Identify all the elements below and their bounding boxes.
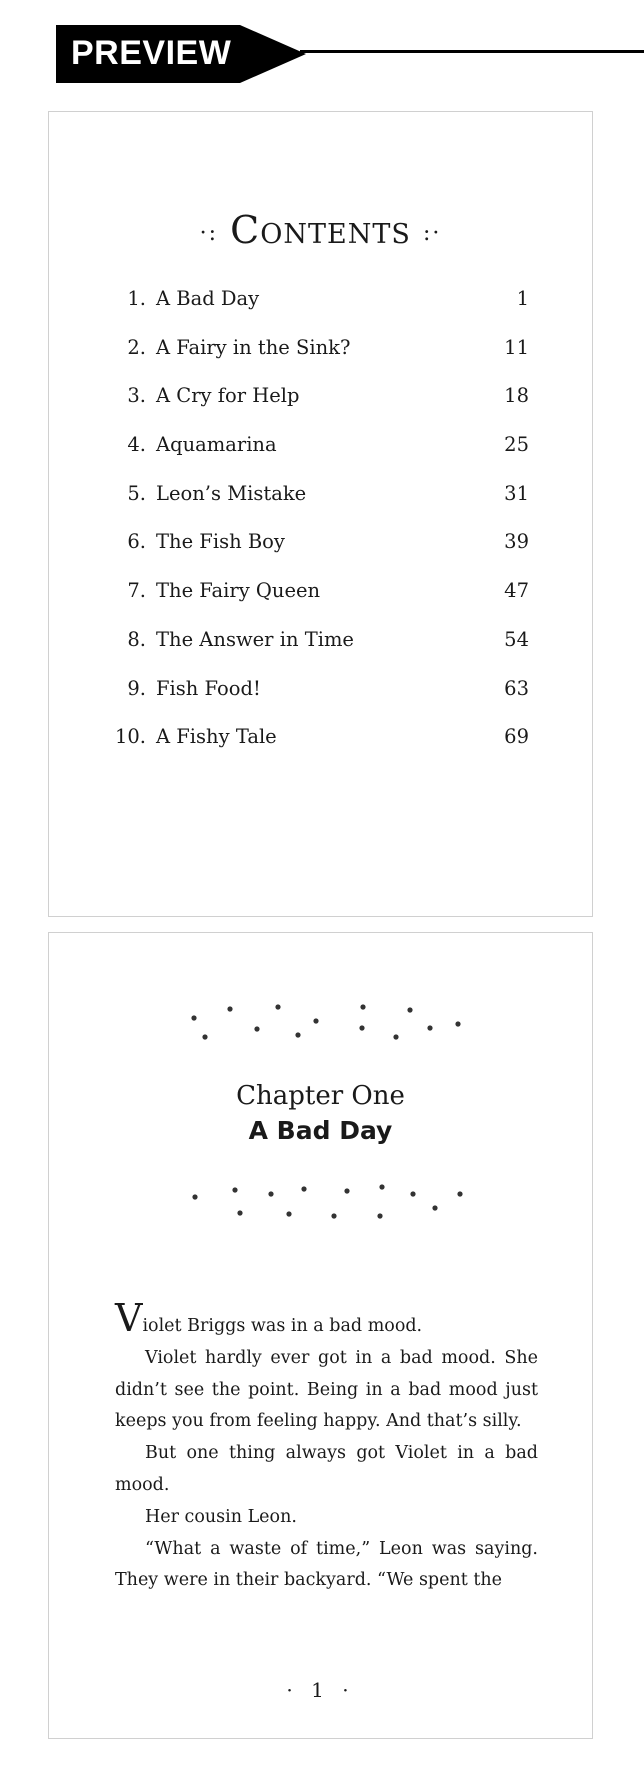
chapter-paragraph: Her cousin Leon.: [145, 1506, 297, 1527]
entry-title: The Fairy Queen: [156, 579, 321, 603]
sparkle-dot: [455, 1021, 460, 1026]
entry-title: Fish Food!: [156, 676, 261, 700]
chapter-page: [48, 932, 593, 1739]
sparkle-dot: [202, 1034, 207, 1039]
entry-page-number: 25: [504, 433, 529, 457]
sparkle-dot: [379, 1184, 384, 1189]
entry-page-number: 1: [516, 287, 529, 310]
chapter-paragraph: “What a waste of time,” Leon was saying. They were in their backyard. “We spent the: [115, 1538, 538, 1591]
entry-title: Aquamarina: [156, 433, 277, 457]
contents-entry: [109, 482, 529, 531]
entry-page-number: 31: [504, 481, 529, 505]
entry-number: 10.: [114, 725, 146, 749]
contents-entry: [109, 725, 529, 774]
entry-number: 4.: [127, 433, 146, 457]
contents-entry: [109, 287, 529, 336]
preview-banner: [56, 25, 306, 83]
sparkle-dot: [191, 1015, 196, 1020]
sparkle-dot: [313, 1018, 318, 1023]
sparkle-dot: [192, 1194, 197, 1199]
sparkle-dot: [377, 1213, 382, 1218]
entry-title: The Answer in Time: [156, 627, 354, 651]
sparkle-dot: [410, 1191, 415, 1196]
first-paragraph-text: iolet Briggs was in a bad mood.: [142, 1316, 423, 1336]
sparkle-dot: [227, 1006, 232, 1011]
entry-page-number: 63: [504, 676, 529, 700]
contents-title: Contents: [230, 208, 411, 252]
entry-page-number: 47: [504, 579, 529, 603]
entry-page-number: 11: [504, 335, 529, 359]
contents-page: [48, 111, 593, 917]
sparkle-dot: [407, 1007, 412, 1012]
drop-cap: V: [115, 1296, 143, 1340]
contents-list: [109, 287, 529, 774]
sparkle-dot: [331, 1213, 336, 1218]
entry-page-number: 18: [504, 384, 529, 408]
sparkle-dot: [237, 1210, 242, 1215]
chapter-paragraph: But one thing always got Violet in a bad mood.: [115, 1443, 538, 1495]
heading-right-ornament: :·: [422, 221, 442, 246]
entry-number: 3.: [127, 384, 146, 408]
entry-number: 6.: [127, 530, 146, 554]
sparkle-dot: [286, 1211, 291, 1216]
sparkle-dot: [344, 1188, 349, 1193]
entry-title: The Fish Boy: [156, 530, 285, 554]
contents-entry: [109, 628, 529, 677]
sparkle-dot: [359, 1025, 364, 1030]
sparkle-ornament-top: [49, 995, 592, 1055]
contents-entry: [109, 433, 529, 482]
sparkle-dot: [432, 1205, 437, 1210]
entry-number: 7.: [127, 579, 146, 603]
contents-entry: [109, 677, 529, 726]
entry-title: A Bad Day: [156, 287, 260, 310]
contents-entry: [109, 579, 529, 628]
contents-heading: [49, 208, 592, 252]
entry-number: 2.: [127, 335, 146, 359]
sparkle-dot: [232, 1187, 237, 1192]
entry-number: 9.: [127, 676, 146, 700]
entry-number: 8.: [127, 627, 146, 651]
entry-number: 1.: [127, 287, 146, 310]
entry-page-number: 39: [504, 530, 529, 554]
sparkle-dot: [457, 1191, 462, 1196]
entry-title: A Fishy Tale: [156, 725, 277, 749]
page-number: · 1 ·: [286, 1678, 355, 1702]
contents-entry: [109, 384, 529, 433]
chapter-label: Chapter One: [236, 1081, 405, 1111]
entry-page-number: 54: [504, 627, 529, 651]
preview-label: PREVIEW: [71, 34, 232, 72]
entry-page-number: 69: [504, 725, 529, 749]
chapter-paragraph-first: [115, 1296, 538, 1343]
contents-entry: [109, 336, 529, 385]
entry-title: A Cry for Help: [156, 384, 300, 408]
sparkle-dot: [275, 1004, 280, 1009]
sparkle-dot: [295, 1032, 300, 1037]
banner-rule: [300, 50, 644, 53]
sparkle-dot: [393, 1034, 398, 1039]
chapter-body: [115, 1296, 538, 1597]
sparkle-dot: [360, 1004, 365, 1009]
entry-number: 5.: [127, 481, 146, 505]
heading-left-ornament: ·:: [199, 221, 219, 246]
sparkle-dot: [427, 1025, 432, 1030]
sparkle-dot: [254, 1026, 259, 1031]
contents-entry: [109, 530, 529, 579]
entry-title: Leon’s Mistake: [156, 481, 307, 505]
chapter-paragraph: Violet hardly ever got in a bad mood. She didn’t see the point. Being in a bad mood just keeps you from feeling happy. And that’s silly.: [115, 1347, 538, 1432]
chapter-title: A Bad Day: [248, 1116, 393, 1145]
sparkle-dot: [268, 1191, 273, 1196]
sparkle-dot: [301, 1186, 306, 1191]
sparkle-ornament-bottom: [49, 1178, 592, 1238]
entry-title: A Fairy in the Sink?: [156, 335, 351, 359]
